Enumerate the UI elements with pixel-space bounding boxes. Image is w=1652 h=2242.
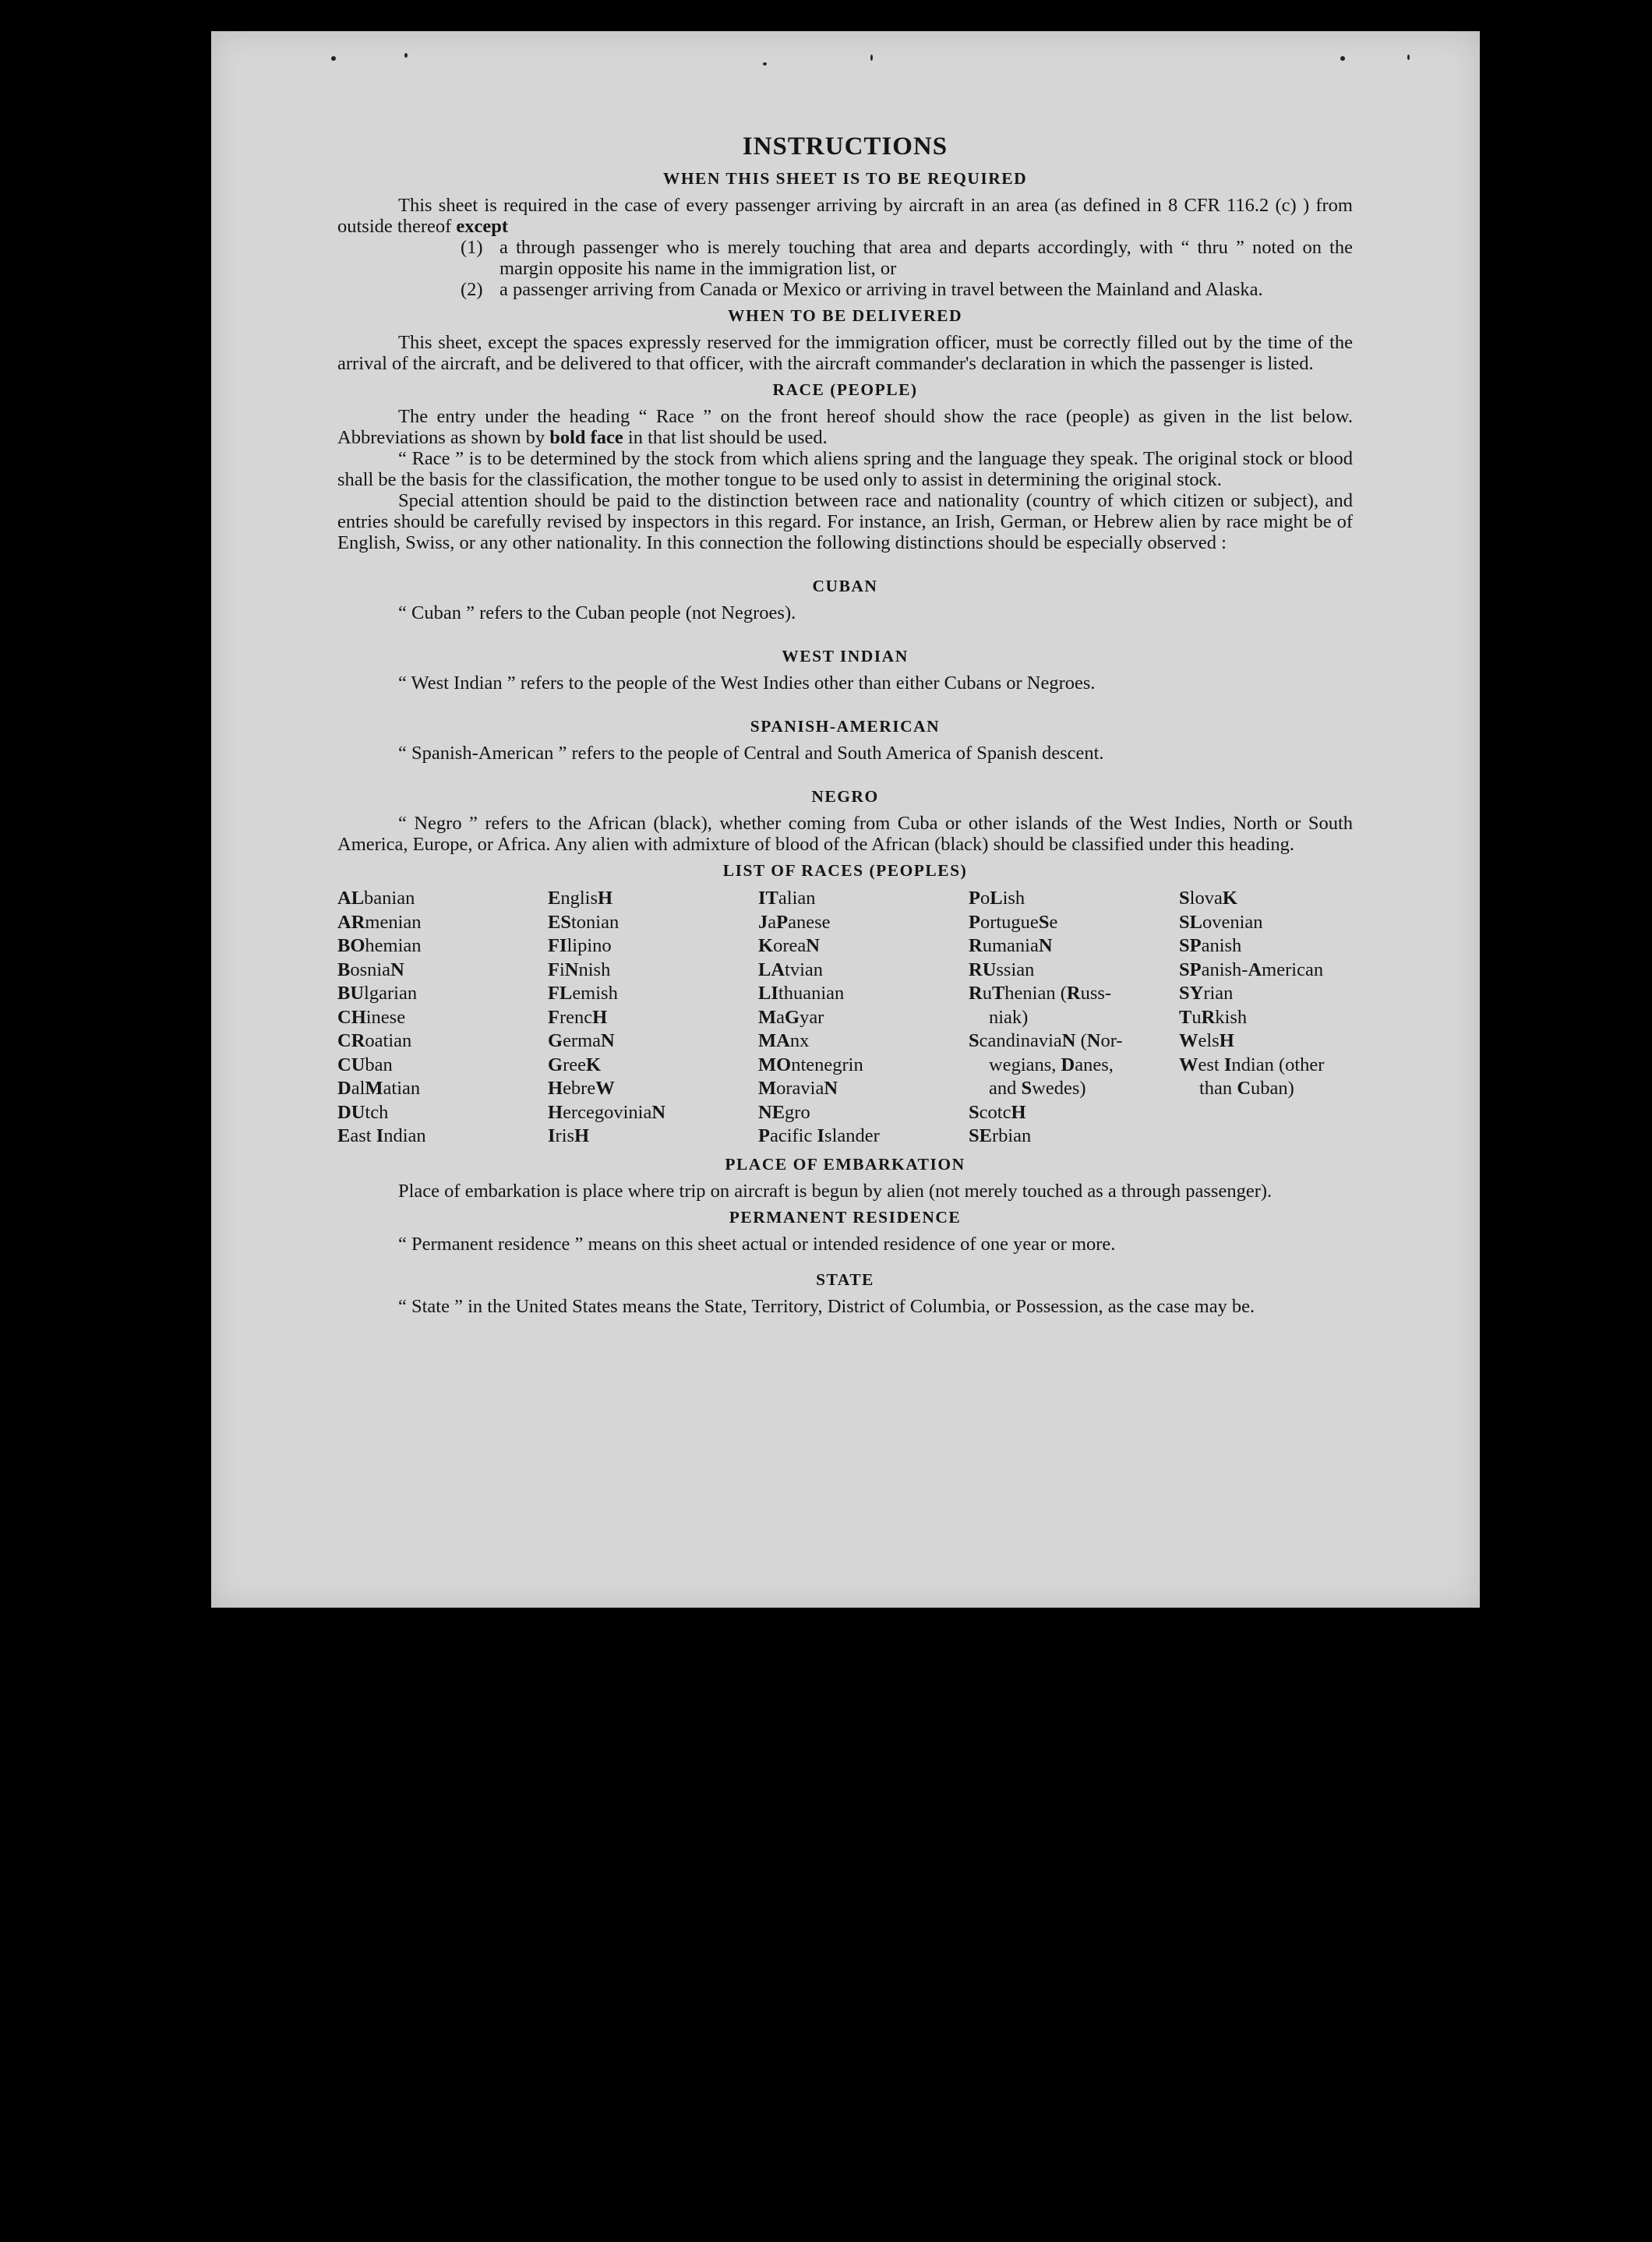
race-entry-continued: niak) <box>989 1006 1029 1028</box>
race-entry: LIthuanian <box>758 983 845 1004</box>
dust-speck <box>404 53 408 58</box>
race-entry: SlovaK <box>1179 888 1237 909</box>
heading-when-delivered: WHEN TO BE DELIVERED <box>727 306 963 325</box>
race-entry: TuRkish <box>1179 1006 1248 1028</box>
race-entry: DUtch <box>337 1101 389 1123</box>
race-entry: BOhemian <box>337 935 422 956</box>
race-entry: SPanish <box>1179 935 1242 956</box>
race-entry: PoLish <box>969 888 1025 909</box>
race-entry: HebreW <box>548 1078 615 1099</box>
race-entry: East Indian <box>337 1125 426 1146</box>
condition-item-1 <box>461 237 1353 279</box>
race-entry: GermaN <box>548 1030 615 1051</box>
paragraph-embarkation: Place of embarkation is place where trip on aircraft is begun by alien (not merely touched as a through passenger). <box>398 1180 1273 1202</box>
document-page <box>211 31 1480 1608</box>
paragraph-when-delivered: This sheet, except the spaces expressly reserved for the immigration officer, must be correctly filled out by the time of the arrival of the aircraft, and be delivered to that officer, with the aircraft commander's declaration in which the passenger is listed. <box>337 332 1353 374</box>
race-entry: BosniaN <box>337 959 404 980</box>
dust-speck <box>331 56 336 61</box>
heading-west-indian: WEST INDIAN <box>782 647 909 666</box>
race-entry: BUlgarian <box>337 983 418 1004</box>
dust-speck <box>1407 55 1410 60</box>
race-entry: JaPanese <box>758 911 831 933</box>
paragraph-negro: “ Negro ” refers to the African (black), whether coming from Cuba or other islands of the West Indies, North or South America, Europe, or Africa. Any alien with admixture of blood of the African (black) should be classified under this heading. <box>337 813 1353 855</box>
paragraph-race-3: Special attention should be paid to the distinction between race and nationality (country of which citizen or subject), and entries should be carefully revised by inspectors in this regard. For instance, an Irish, German, or Hebrew alien by race might be of English, Swiss, or any other nationality. In this connection the following distinctions should be especially observed : <box>337 490 1353 553</box>
race-entry: KoreaN <box>758 935 820 956</box>
paragraph-text: The entry under the heading “ Race ” on the front hereof should show the race (people) as given in the list below. Abbreviations as shown by <box>337 406 1353 448</box>
race-entry: CHinese <box>337 1006 406 1028</box>
race-entry: SPanish-American <box>1179 959 1324 980</box>
race-entry: FLemish <box>548 983 618 1004</box>
dust-speck <box>763 62 767 65</box>
race-entry: ALbanian <box>337 888 415 909</box>
paragraph-spanish-american: “ Spanish-American ” refers to the people of Central and South America of Spanish descent. <box>398 743 1104 764</box>
bold-except: except <box>456 216 509 237</box>
race-entry: PortugueSe <box>969 911 1058 933</box>
race-entry: CUban <box>337 1054 393 1075</box>
race-entry: FrencH <box>548 1006 608 1028</box>
race-entry: HercegoviniaN <box>548 1101 666 1123</box>
heading-embarkation: PLACE OF EMBARKATION <box>725 1154 965 1174</box>
races-list <box>337 887 1353 1149</box>
paragraph-west-indian: “ West Indian ” refers to the people of the West Indies other than either Cubans or Negroes. <box>398 673 1096 694</box>
race-entry: FIlipino <box>548 935 612 956</box>
race-entry: LAtvian <box>758 959 824 980</box>
race-entry: MoraviaN <box>758 1078 838 1099</box>
race-entry: IrisH <box>548 1125 590 1146</box>
race-entry: SLovenian <box>1179 911 1263 933</box>
paragraph-permanent-residence: “ Permanent residence ” means on this sheet actual or intended residence of one year or more. <box>398 1233 1116 1255</box>
heading-cuban: CUBAN <box>812 577 878 595</box>
instructions-content <box>337 132 1353 1317</box>
item-text: a through passenger who is merely touching that area and departs accordingly, with “ thru ” noted on the margin opposite his name in the immigration list, or <box>499 237 1353 279</box>
race-entry: EStonian <box>548 911 620 933</box>
paragraph-text: in that list should be used. <box>627 427 828 448</box>
item-number: (1) <box>461 237 483 258</box>
race-entry: EnglisH <box>548 888 613 909</box>
race-entry-continued: and Swedes) <box>989 1078 1086 1099</box>
paragraph-text: This sheet is required in the case of every passenger arriving by aircraft in an area (as defined in 8 CFR 116.2 (c) ) from outside thereof <box>337 195 1353 237</box>
race-entry: Pacific Islander <box>758 1125 880 1146</box>
race-entry-continued: wegians, Danes, <box>989 1054 1114 1075</box>
race-entry: MAnx <box>758 1030 810 1051</box>
item-number: (2) <box>461 279 483 300</box>
race-entry: ARmenian <box>337 911 422 933</box>
race-entry: DalMatian <box>337 1078 421 1099</box>
paragraph-race-2: “ Race ” is to be determined by the stock from which aliens spring and the language they speak. The original stock or blood shall be the basis for the classification, the mother tongue to be used only to assist in determining the original stock. <box>337 448 1353 490</box>
race-entry: RUssian <box>969 959 1035 980</box>
race-entry: WelsH <box>1179 1030 1234 1051</box>
races-column-2 <box>548 887 758 1149</box>
races-column-4 <box>969 887 1179 1149</box>
race-entry: SErbian <box>969 1125 1032 1146</box>
race-entry: ITalian <box>758 888 816 909</box>
heading-when-required: WHEN THIS SHEET IS TO BE REQUIRED <box>662 169 1028 188</box>
race-entry: ScandinaviaN (Nor- <box>969 1030 1123 1051</box>
heading-permanent-residence: PERMANENT RESIDENCE <box>729 1207 962 1227</box>
heading-race: RACE (PEOPLE) <box>772 380 918 399</box>
dust-speck <box>870 55 873 61</box>
race-entry: RuThenian (Russ- <box>969 983 1112 1004</box>
heading-spanish-american: SPANISH-AMERICAN <box>750 717 941 736</box>
dust-speck <box>1340 56 1345 61</box>
races-column-1 <box>337 887 548 1149</box>
race-entry: GreeK <box>548 1054 602 1075</box>
race-entry: West Indian (other <box>1179 1054 1325 1075</box>
condition-item-2 <box>461 279 1353 300</box>
paragraph-race-1 <box>337 406 1353 448</box>
page-title: INSTRUCTIONS <box>742 132 948 161</box>
race-entry: NEgro <box>758 1101 810 1123</box>
race-entry: CRoatian <box>337 1030 412 1051</box>
race-entry: SYrian <box>1179 983 1234 1004</box>
races-column-3 <box>758 887 969 1149</box>
paragraph-cuban: “ Cuban ” refers to the Cuban people (not Negroes). <box>398 602 796 623</box>
heading-state: STATE <box>816 1269 874 1289</box>
heading-list-of-races: LIST OF RACES (PEOPLES) <box>722 861 968 880</box>
race-entry: MOntenegrin <box>758 1054 863 1075</box>
race-entry: RumaniaN <box>969 935 1053 956</box>
paragraph-when-required <box>337 195 1353 237</box>
heading-negro: NEGRO <box>811 787 879 806</box>
race-entry: FiNnish <box>548 959 611 980</box>
races-column-5 <box>1179 887 1389 1149</box>
race-entry-continued: than Cuban) <box>1199 1078 1294 1099</box>
race-entry: MaGyar <box>758 1006 824 1028</box>
paragraph-state: “ State ” in the United States means the State, Territory, District of Columbia, or Possession, as the case may be. <box>398 1295 1255 1317</box>
race-entry: ScotcH <box>969 1101 1026 1123</box>
bold-face-text: bold face <box>549 427 623 448</box>
item-text: a passenger arriving from Canada or Mexico or arriving in travel between the Mainland and Alaska. <box>499 279 1263 300</box>
